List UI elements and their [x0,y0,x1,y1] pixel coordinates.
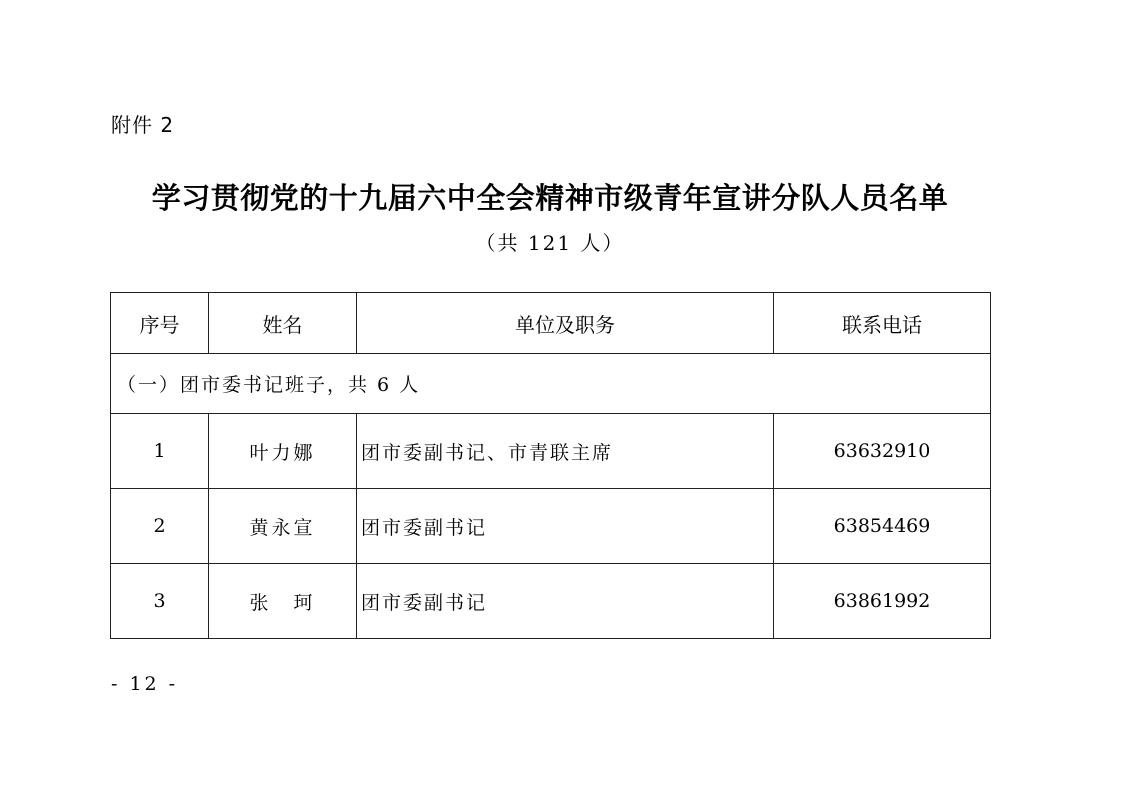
cell-phone: 63854469 [774,489,991,564]
table-row [111,414,991,489]
header-name: 姓名 [209,293,357,354]
cell-number: 2 [111,489,209,564]
header-unit-position: 单位及职务 [357,293,774,354]
cell-unit: 团市委副书记 [357,564,774,639]
document-title: 学习贯彻党的十九届六中全会精神市级青年宣讲分队人员名单 [151,181,949,215]
cell-name: 叶力娜 [209,414,357,489]
table-header-row [111,293,991,354]
cell-name: 黄永宣 [209,489,357,564]
header-phone: 联系电话 [774,293,991,354]
attachment-label: 附件 2 [111,113,175,137]
table-row [111,564,991,639]
section-row [111,354,991,414]
cell-name: 张 珂 [209,564,357,639]
table-row [111,489,991,564]
cell-unit: 团市委副书记、市青联主席 [357,414,774,489]
cell-unit: 团市委副书记 [357,489,774,564]
roster-table [110,292,991,639]
cell-phone: 63632910 [774,414,991,489]
section-heading: （一）团市委书记班子，共 6 人 [111,354,991,414]
page-number: - 12 - [111,673,179,695]
header-number: 序号 [111,293,209,354]
cell-number: 1 [111,414,209,489]
cell-number: 3 [111,564,209,639]
document-subtitle: （共 121 人） [475,231,625,255]
cell-phone: 63861992 [774,564,991,639]
